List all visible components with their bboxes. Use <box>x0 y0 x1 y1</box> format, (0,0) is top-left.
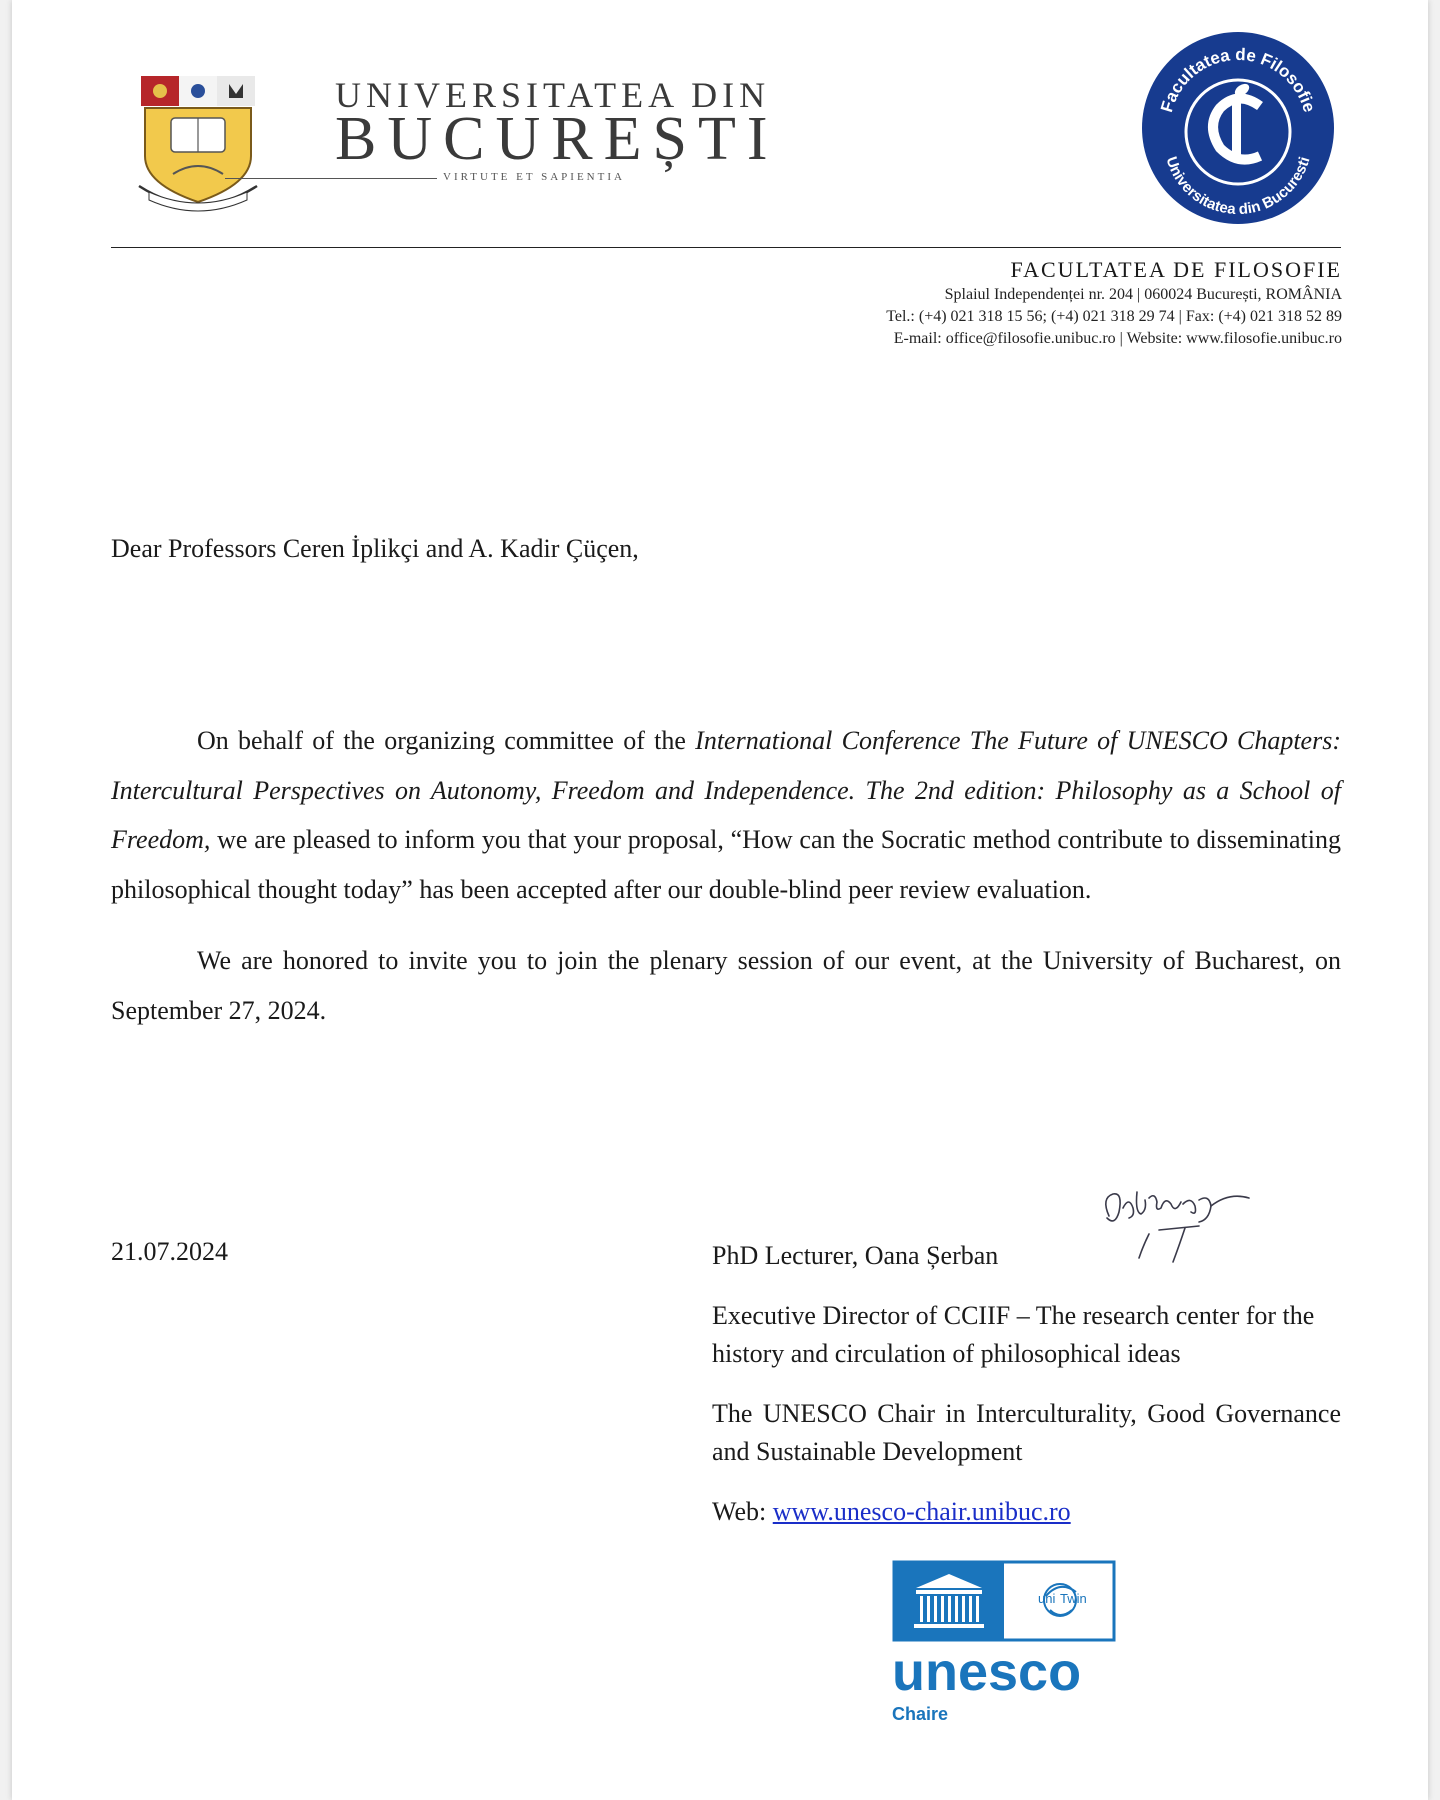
signatory-name: PhD Lecturer, Oana Șerban <box>712 1241 999 1270</box>
faculty-contact-block <box>886 256 1342 350</box>
svg-text:Facultatea de Filosofie: Facultatea de Filosofie <box>1157 44 1319 115</box>
signatory-role: Executive Director of CCIIF – The research center for the history and circulation of philosophical ideas <box>712 1301 1315 1368</box>
university-motto: VIRTUTE ET SAPIENTIA <box>443 171 625 183</box>
letter-greeting: Dear Professors Ceren İplikçi and A. Kadir Çüçen, <box>111 534 639 563</box>
signatory-chair: The UNESCO Chair in Interculturality, Good Governance and Sustainable Development <box>712 1399 1341 1466</box>
web-link[interactable]: www.unesco-chair.unibuc.ro <box>772 1497 1071 1526</box>
svg-text:Chaire: Chaire <box>892 1704 949 1724</box>
university-name-line1: UNIVERSITATEA DIN <box>335 75 771 115</box>
p1-intro: On behalf of the organizing committee of the <box>197 726 696 755</box>
letter-date: 21.07.2024 <box>111 1237 228 1266</box>
faculty-seal-icon <box>1140 30 1336 226</box>
header-divider <box>111 247 1341 248</box>
svg-text:Universitatea din Bucuresti: Universitatea din Bucuresti <box>1162 154 1314 219</box>
svg-text:uni: uni <box>1038 1591 1056 1606</box>
conference-title: International Conference The Future of UNESCO Chapters: Intercultural Perspectives on Autonomy, Freedom and Independence. The 2nd edition: Philosophy as a School of Freedom, <box>111 726 1341 854</box>
unesco-unitwin-logo <box>882 1560 1122 1735</box>
svg-text:unesco: unesco <box>892 1642 1082 1702</box>
faculty-phones: Tel.: (+4) 021 318 15 56; (+4) 021 318 29 74 | Fax: (+4) 021 318 52 89 <box>886 308 1342 325</box>
university-logo <box>111 34 779 223</box>
web-label: Web: <box>712 1497 773 1526</box>
letter-paragraph-1 <box>111 716 1341 914</box>
university-name-line2: BUCUREȘTI <box>335 105 779 173</box>
faculty-contact: E-mail: office@filosofie.unibuc.ro | Website: www.filosofie.unibuc.ro <box>893 330 1342 347</box>
handwritten-signature <box>1099 1186 1259 1296</box>
signatory-web <box>712 1493 1341 1531</box>
letter-body <box>111 716 1341 1035</box>
faculty-address: Splaiul Independenței nr. 204 | 060024 București, ROMÂNIA <box>944 286 1342 303</box>
letter-paragraph-2: We are honored to invite you to join the plenary session of our event, at the University of Bucharest, on September 27, 2024. <box>111 946 1341 1025</box>
p1-rest: we are pleased to inform you that your proposal, “How can the Socratic method contribute to disseminating philosophical thought today” has been accepted after our double-blind peer review evaluation. <box>111 825 1341 904</box>
faculty-name: FACULTATEA DE FILOSOFIE <box>1010 257 1342 282</box>
svg-text:Twin: Twin <box>1060 1591 1087 1606</box>
logo-divider <box>225 178 437 179</box>
university-crest-icon <box>135 74 261 216</box>
letter-page <box>12 0 1428 1800</box>
